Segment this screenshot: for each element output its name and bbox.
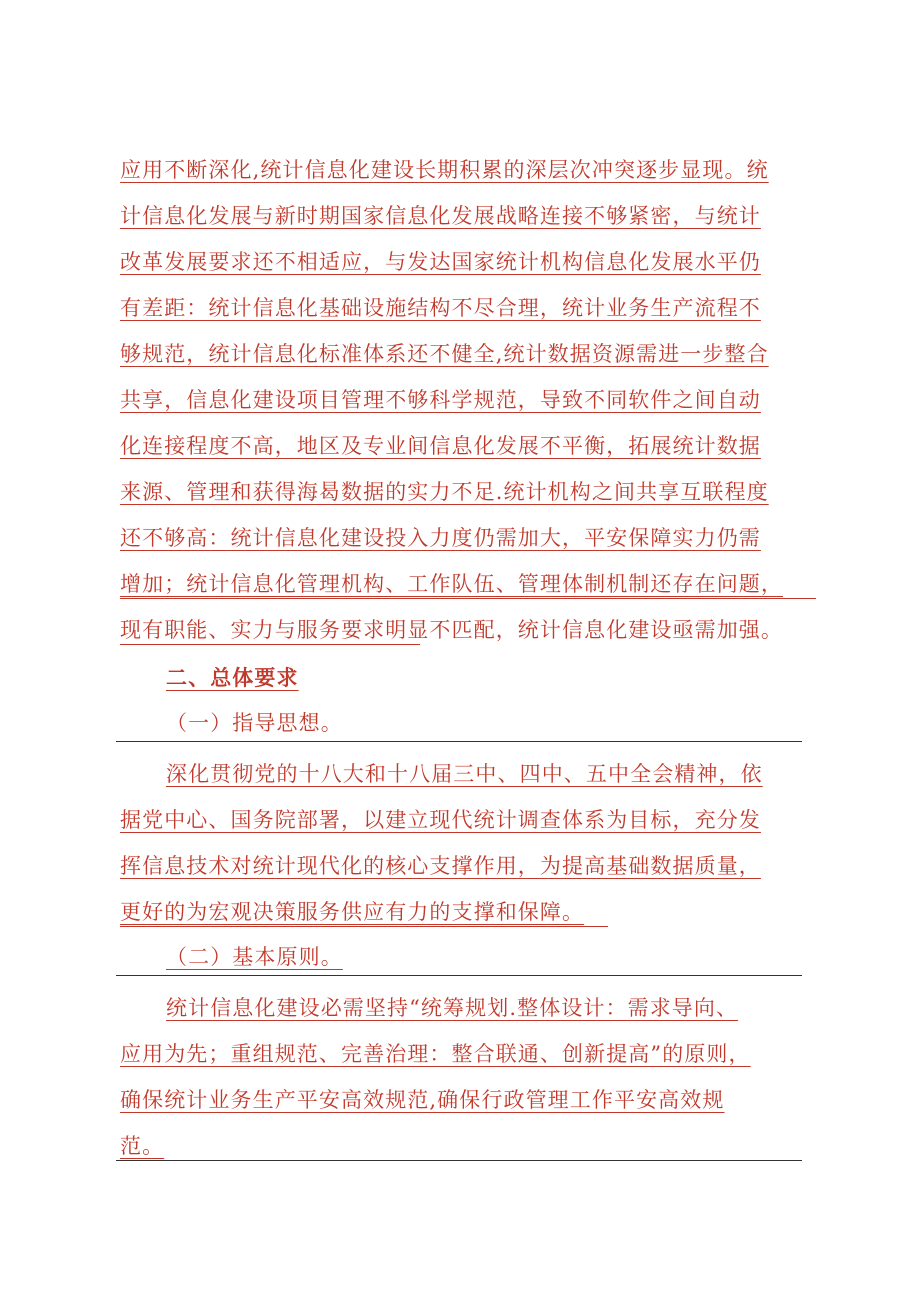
para1-line-11: 现有职能、实力与服务要求明显不匹配，统计信息化建设亟需加强。 [120,618,783,642]
para2-underline-extension [120,926,608,927]
para1-line-2: 计信息化发展与新时期国家信息化发展战略连接不够紧密，与统计 [120,204,761,228]
section-heading: 二、总体要求 [166,666,299,690]
para3-line-1: 统计信息化建设必需坚持“统筹规划.整体设计：需求导向、 [166,996,739,1020]
para1-line-7: 化连接程度不高，地区及专业间信息化发展不平衡，拓展统计数据 [120,434,761,458]
para2-line-1: 深化贯彻党的十八大和十八届三中、四中、五中全会精神，依 [166,762,763,786]
para1-line-9: 还不够高：统计信息化建设投入力度仍需加大，平安保障实力仍需 [120,526,761,550]
sub-heading-basic-principles: （二）基本原则。 [166,945,343,969]
para1-line-4: 有差距：统计信息化基础设施结构不尽合理，统计业务生产流程不 [120,296,761,320]
para1-line-3: 改革发展要求还不相适应，与发达国家统计机构信息化发展水平仍 [120,250,761,274]
para1-last-underline [120,644,420,645]
para2-line-4: 更好的为宏观决策服务供应有力的支撑和保障。 [120,900,585,924]
para2-line-3: 挥信息技术对统计现代化的核心支撑作用，为提高基础数据质量， [120,854,761,878]
para3-line-3: 确保统计业务生产平安高效规范,确保行政管理工作平安高效规 [120,1088,725,1112]
sub-heading-guiding-ideology: （一）指导思想。 [166,711,343,735]
para1-line-10: 增加；统计信息化管理机构、工作队伍、管理体制机制还存在问题， [120,572,783,596]
divider-rule [116,741,802,742]
divider-rule [116,1160,802,1161]
para1-line-8: 来源、管理和获得海曷数据的实力不足.统计机构之间共享互联程度 [120,480,769,504]
divider-rule [116,975,802,976]
para1-line-1: 应用不断深化,统计信息化建设长期积累的深层次冲突逐步显现。统 [120,158,769,182]
para1-line-5: 够规范，统计信息化标准体系还不健全,统计数据资源需进一步整合 [120,342,769,366]
para1-underline-extension [120,598,816,599]
para3-line-4: 范。 [120,1134,165,1158]
para1-line-6: 共享，信息化建设项目管理不够科学规范，导致不同软件之间自动 [120,388,761,412]
para3-line-2: 应用为先；重组规范、完善治理：整合联通、创新提高”的原则， [120,1042,751,1066]
para2-line-2: 据党中心、国务院部署，以建立现代统计调查体系为目标，充分发 [120,808,761,832]
